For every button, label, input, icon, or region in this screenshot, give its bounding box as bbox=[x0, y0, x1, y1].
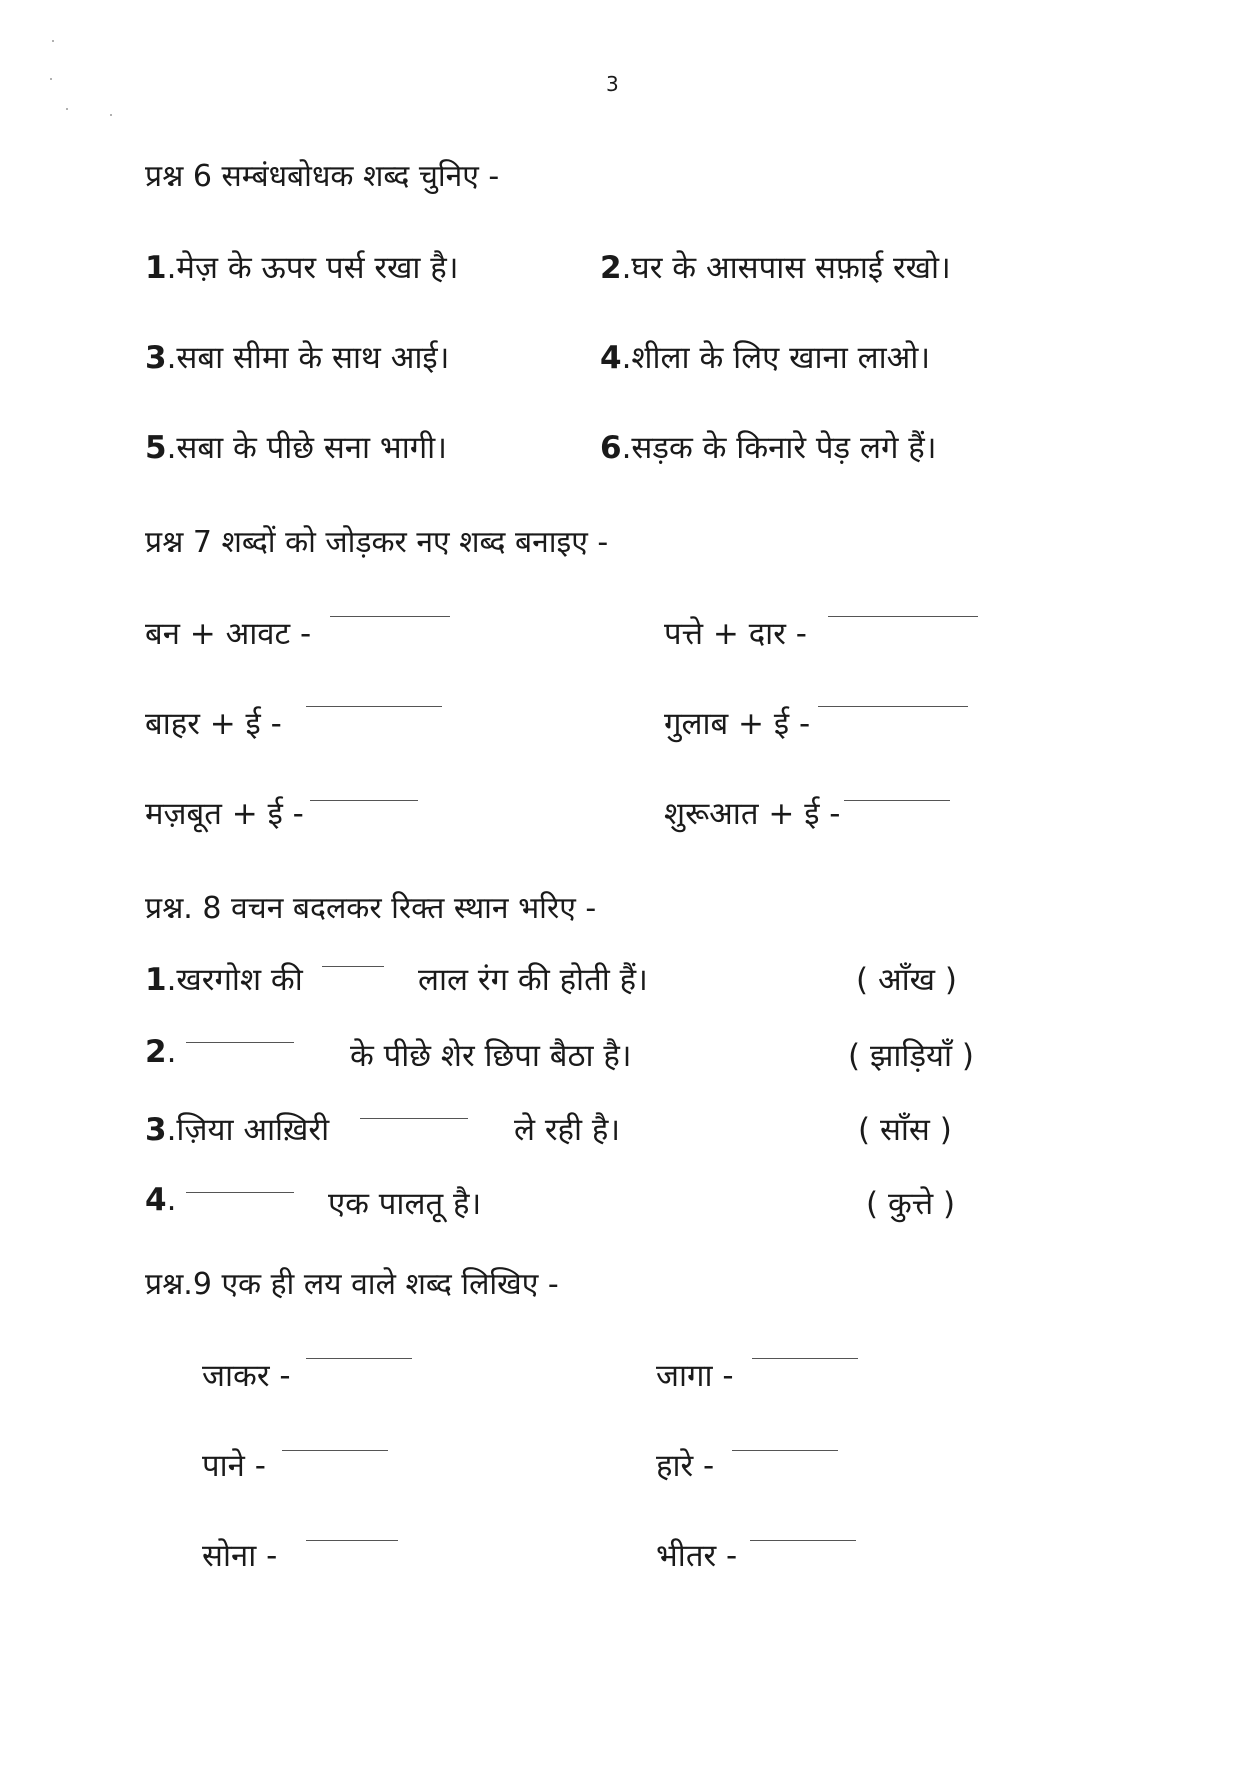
q9-item: जाकर - bbox=[202, 1358, 291, 1394]
q7-item: शुरूआत + ई - bbox=[664, 796, 841, 832]
answer-blank[interactable] bbox=[306, 1358, 412, 1359]
answer-blank[interactable] bbox=[732, 1450, 838, 1451]
item-number: 1 bbox=[145, 962, 167, 998]
q8-item-2-end: के पीछे शेर छिपा बैठा है। bbox=[350, 1038, 632, 1074]
q9-item: हारे - bbox=[656, 1448, 715, 1484]
answer-blank[interactable] bbox=[844, 800, 950, 801]
scan-speck bbox=[50, 78, 52, 80]
item-text: .मेज़ के ऊपर पर्स रखा है। bbox=[166, 250, 459, 286]
q9-item: जागा - bbox=[656, 1358, 734, 1394]
item-number: 1 bbox=[145, 250, 167, 286]
answer-blank[interactable] bbox=[818, 706, 968, 707]
scan-speck bbox=[66, 108, 68, 110]
q7-item: गुलाब + ई - bbox=[664, 706, 811, 742]
q7-item: बाहर + ई - bbox=[145, 706, 282, 742]
q6-heading: प्रश्न 6 सम्बंधबोधक शब्द चुनिए - bbox=[145, 159, 500, 194]
q8-hint-1: ( आँख ) bbox=[856, 962, 957, 998]
q7-item: मज़बूत + ई - bbox=[145, 796, 304, 832]
answer-blank[interactable] bbox=[828, 616, 978, 617]
q9-item: सोना - bbox=[202, 1538, 278, 1574]
scan-speck bbox=[110, 114, 112, 116]
item-text: . bbox=[166, 1034, 177, 1070]
item-number: 5 bbox=[145, 430, 167, 466]
q9-item: भीतर - bbox=[656, 1538, 738, 1574]
item-number: 3 bbox=[145, 340, 167, 376]
item-text: .सबा सीमा के साथ आई। bbox=[166, 340, 450, 376]
q9-item: पाने - bbox=[202, 1448, 266, 1484]
answer-blank[interactable] bbox=[330, 616, 450, 617]
q7-item: पत्ते + दार - bbox=[664, 616, 807, 652]
q8-item-4-start bbox=[145, 1182, 176, 1218]
item-text: . bbox=[166, 1182, 177, 1218]
q8-hint-3: ( साँस ) bbox=[858, 1112, 952, 1148]
q7-heading: प्रश्न 7 शब्दों को जोड़कर नए शब्द बनाइए - bbox=[145, 525, 609, 560]
q6-item-3 bbox=[145, 336, 449, 378]
q6-item-1 bbox=[145, 246, 459, 288]
item-number: 4 bbox=[600, 340, 622, 376]
page-number: 3 bbox=[606, 72, 619, 96]
answer-blank[interactable] bbox=[282, 1450, 388, 1451]
q6-item-5 bbox=[145, 426, 447, 468]
item-number: 4 bbox=[145, 1182, 167, 1218]
q9-heading: प्रश्न.9 एक ही लय वाले शब्द लिखिए - bbox=[145, 1267, 559, 1302]
q6-item-4 bbox=[600, 336, 930, 378]
item-number: 6 bbox=[600, 430, 622, 466]
item-text: .सड़क के किनारे पेड़ लगे हैं। bbox=[621, 430, 937, 466]
answer-blank[interactable] bbox=[750, 1540, 856, 1541]
answer-blank[interactable] bbox=[306, 1540, 398, 1541]
q8-item-3-start bbox=[145, 1108, 329, 1150]
q8-item-2-start bbox=[145, 1034, 176, 1070]
item-text: .शीला के लिए खाना लाओ। bbox=[621, 340, 931, 376]
q6-item-2 bbox=[600, 246, 951, 288]
item-text: .ज़िया आख़िरी bbox=[166, 1112, 330, 1148]
item-number: 2 bbox=[600, 250, 622, 286]
answer-blank[interactable] bbox=[186, 1042, 294, 1043]
item-text: .घर के आसपास सफ़ाई रखो। bbox=[621, 250, 951, 286]
q6-item-6 bbox=[600, 426, 936, 468]
answer-blank[interactable] bbox=[186, 1192, 294, 1193]
answer-blank[interactable] bbox=[752, 1358, 858, 1359]
q8-item-1-end: लाल रंग की होती हैं। bbox=[418, 962, 648, 998]
answer-blank[interactable] bbox=[310, 800, 418, 801]
scan-speck bbox=[52, 40, 54, 42]
q8-item-1-start bbox=[145, 958, 303, 1000]
q8-heading: प्रश्न. 8 वचन बदलकर रिक्त स्थान भरिए - bbox=[145, 891, 597, 926]
item-text: .सबा के पीछे सना भागी। bbox=[166, 430, 447, 466]
item-number: 2 bbox=[145, 1034, 167, 1070]
q8-item-3-end: ले रही है। bbox=[514, 1112, 621, 1148]
item-number: 3 bbox=[145, 1112, 167, 1148]
q8-hint-4: ( कुत्ते ) bbox=[866, 1186, 956, 1222]
answer-blank[interactable] bbox=[322, 966, 384, 967]
item-text: .खरगोश की bbox=[166, 962, 303, 998]
q8-item-4-end: एक पालतू है। bbox=[328, 1186, 482, 1222]
answer-blank[interactable] bbox=[306, 706, 442, 707]
answer-blank[interactable] bbox=[360, 1118, 468, 1119]
q7-item: बन + आवट - bbox=[145, 616, 312, 652]
q8-hint-2: ( झाड़ियाँ ) bbox=[848, 1038, 974, 1074]
